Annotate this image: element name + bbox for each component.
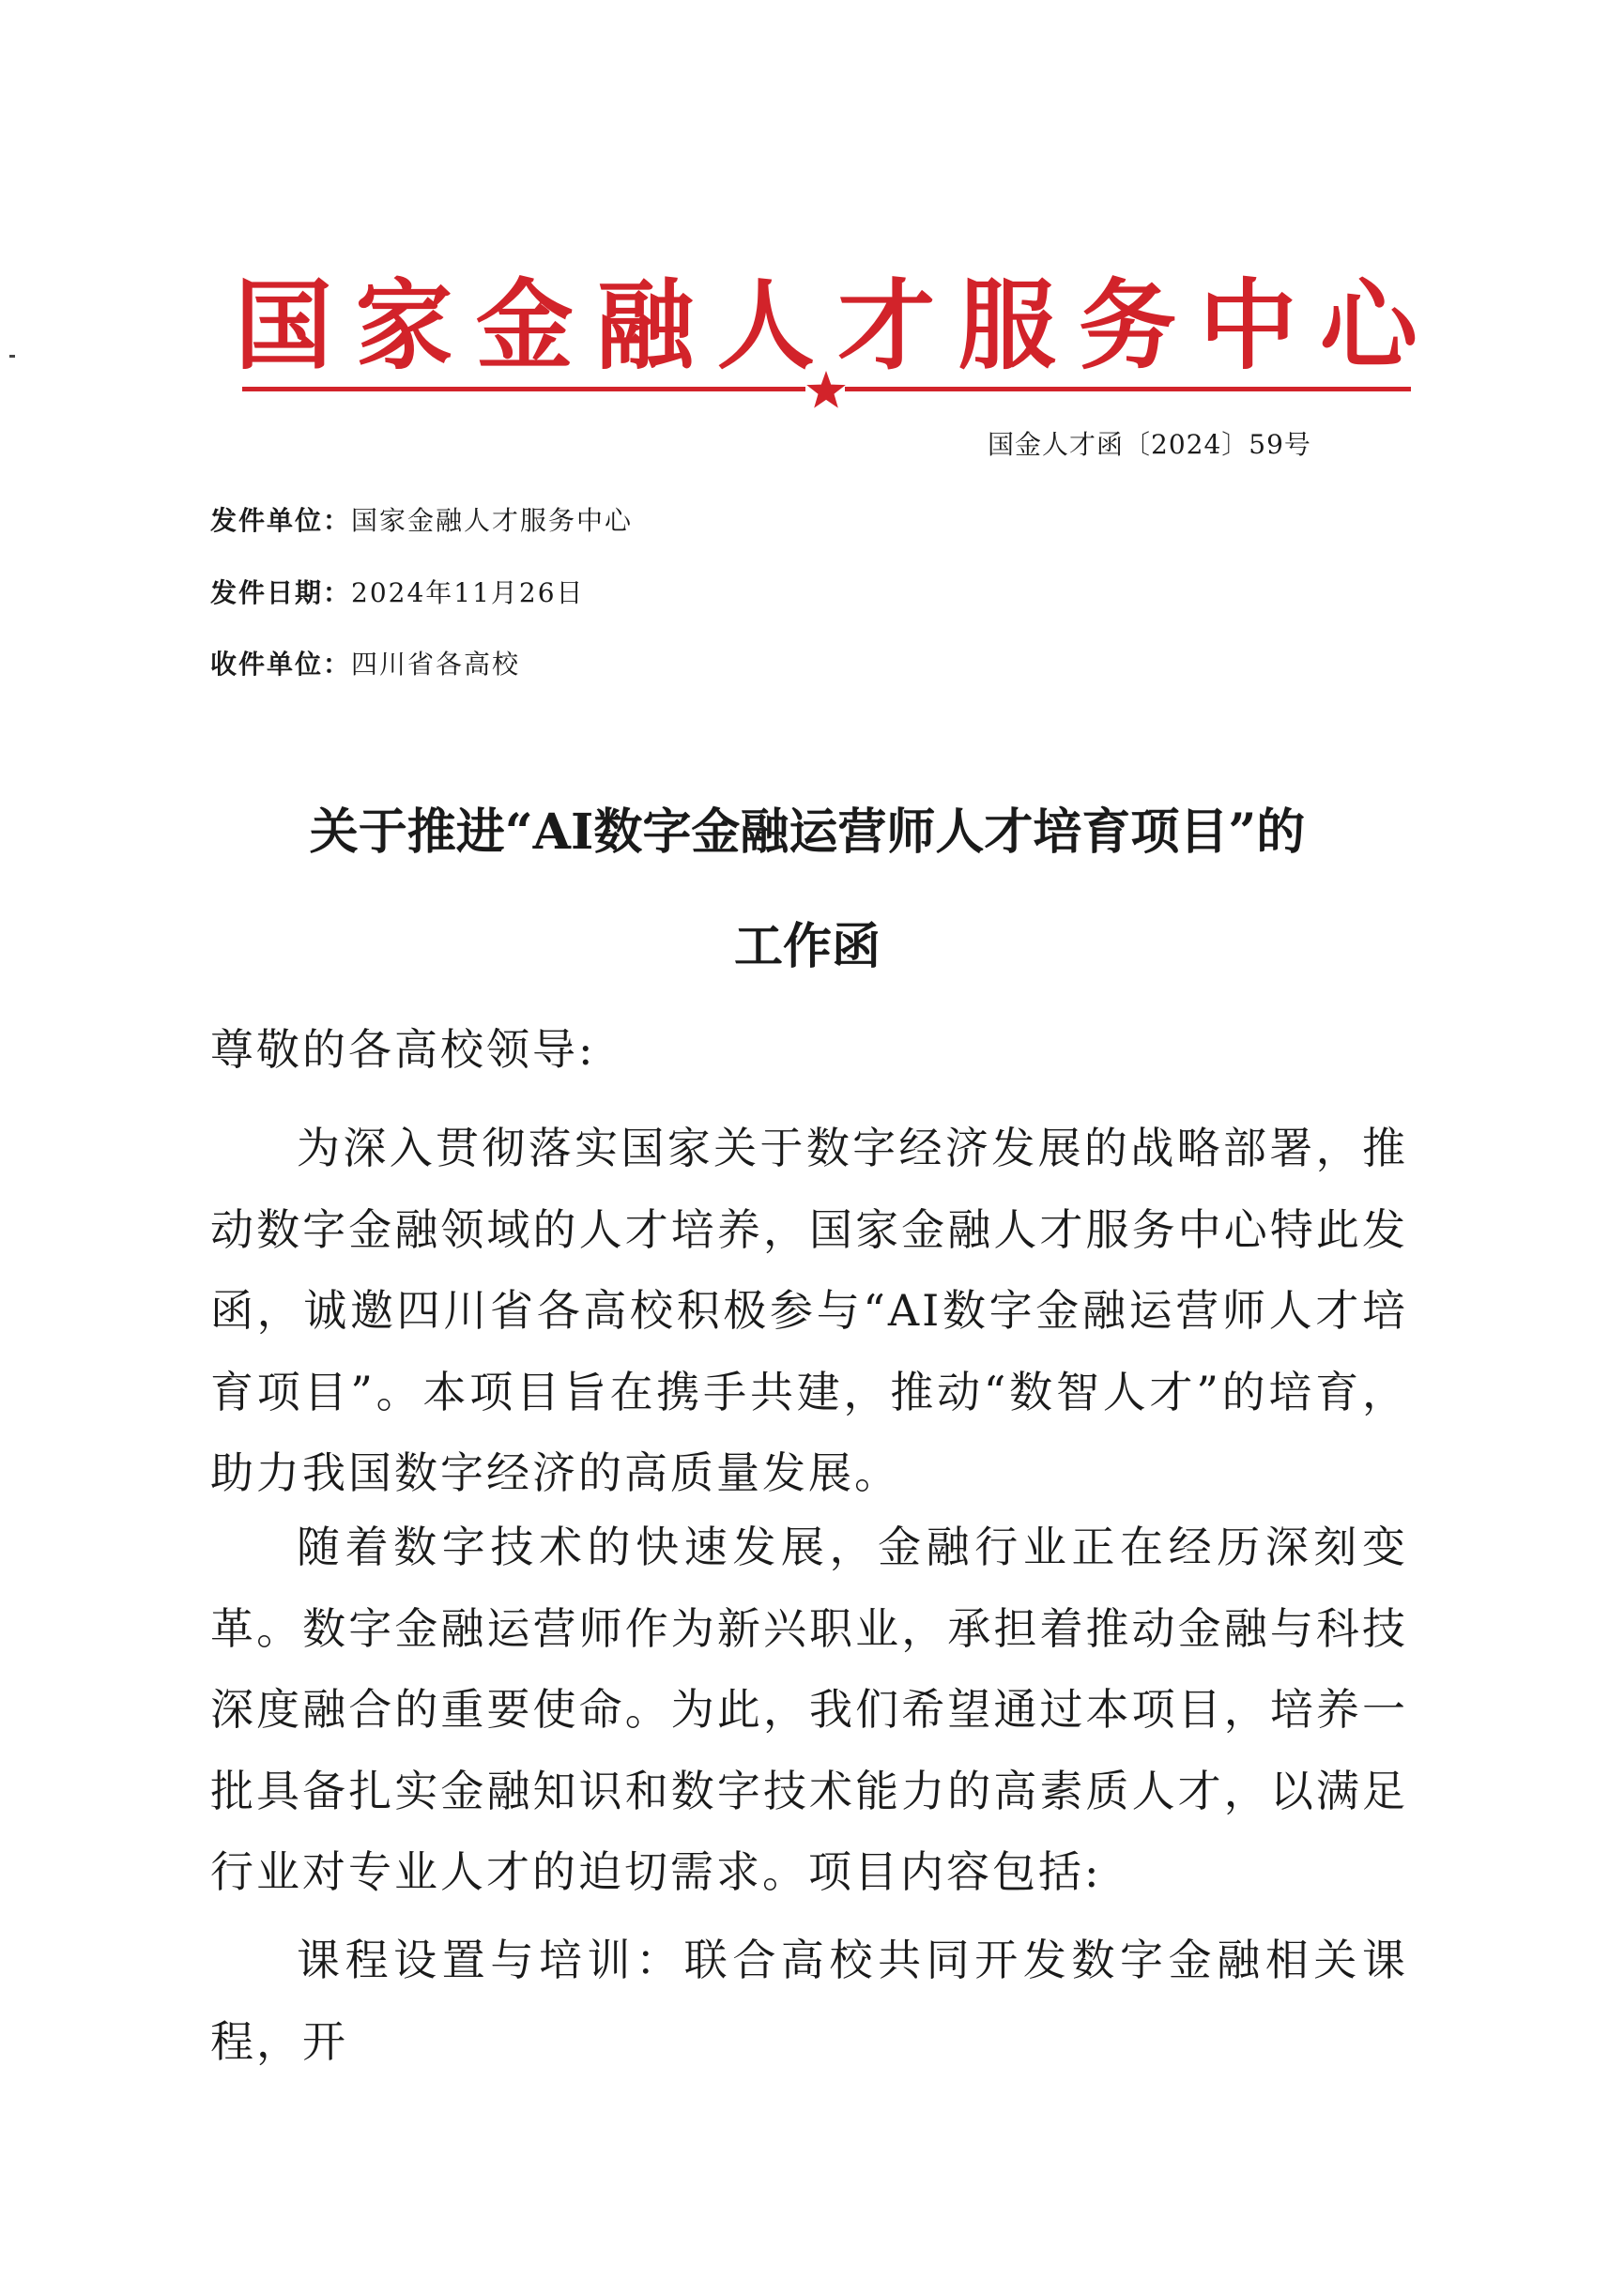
body-paragraph: 随着数字技术的快速发展，金融行业正在经历深刻变革。数字金融运营师作为新兴职业，承担着推动金融与科技深度融合的重要使命。为此，我们希望通过本项目，培养一批具备扎实金融知识和数字技术能力的高素质人才，以满足行业对专业人才的迫切需求。项目内容包括: <box>210 1522 1408 1897</box>
letterhead-title <box>235 265 1417 387</box>
letterhead-rule-left <box>242 387 805 391</box>
letterhead-char: 务 <box>1079 268 1177 383</box>
date-value: 2024年11月26日 <box>351 577 585 608</box>
red-star-icon <box>805 370 847 409</box>
letterhead-char: 国 <box>235 268 333 383</box>
scan-artifact <box>9 355 15 358</box>
letterhead-char: 人 <box>716 268 815 383</box>
letterhead-char: 服 <box>958 268 1056 383</box>
salutation: 尊敬的各高校领导: <box>210 1024 596 1075</box>
letterhead-char: 家 <box>355 268 453 383</box>
letterhead-char: 中 <box>1199 268 1297 383</box>
document-number: 国金人才函〔2024〕59号 <box>988 429 1311 460</box>
document-title-line-2: 工作函 <box>733 918 881 975</box>
letterhead-char: 融 <box>596 268 695 383</box>
sender-label: 发件单位： <box>210 505 352 536</box>
body-paragraph: 课程设置与培训：联合高校共同开发数字金融相关课程，开 <box>210 1935 1408 2067</box>
sender-value: 国家金融人才服务中心 <box>351 505 634 536</box>
letterhead-char: 才 <box>837 268 936 383</box>
document-title-line-1: 关于推进“AI数字金融运营师人才培育项目”的 <box>309 804 1306 861</box>
recipient-value: 四川省各高校 <box>351 649 521 680</box>
letterhead-char: 心 <box>1319 268 1417 383</box>
body-paragraph: 为深入贯彻落实国家关于数字经济发展的战略部署，推动数字金融领域的人才培养，国家金融人才服务中心特此发函，诚邀四川省各高校积极参与“AI数字金融运营师人才培育项目”。本项目旨在携手共建，推动“数智人才”的培育，助力我国数字经济的高质量发展。 <box>210 1123 1408 1498</box>
letterhead-rule-right <box>845 387 1411 391</box>
date-label: 发件日期： <box>210 577 352 608</box>
recipient-line <box>210 644 520 685</box>
sender-line <box>210 500 633 542</box>
date-line <box>210 573 585 614</box>
letterhead-char: 金 <box>475 268 574 383</box>
recipient-label: 收件单位： <box>210 649 352 680</box>
